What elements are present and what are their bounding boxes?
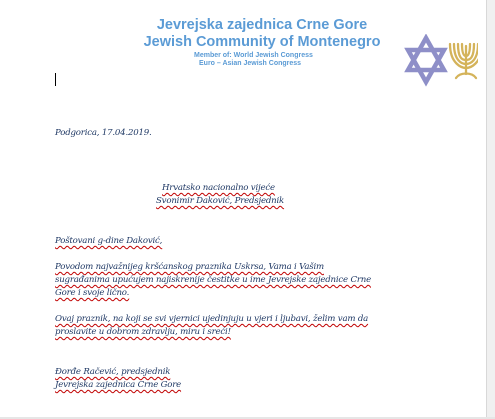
paragraph-1-line-3: Gore i svoje lično. — [55, 288, 130, 298]
vertical-scrollbar[interactable] — [486, 0, 495, 419]
paragraph-2-line-2: proslavite u dobrom zdravlju, miru i sreći! — [55, 327, 231, 337]
recipient-line-1: Hrvatsko nacionalno vijeće — [162, 183, 275, 193]
signature-organization: Jevrejska zajednica Crne Gore — [55, 380, 182, 390]
text-cursor — [55, 73, 56, 86]
salutation: Poštovani g-dine Daković, — [55, 236, 163, 246]
paragraph-2-line-1: Ovaj praznik, na koji se svi vjernici ujedinjuju u vjeri i ljubavi, želim vam da — [55, 314, 369, 324]
letter-date: Podgorica, 17.04.2019. — [55, 128, 152, 138]
letterhead-member-of: Member of: World Jewish Congress — [194, 52, 313, 59]
letterhead-member-of-2: Euro – Asian Jewish Congress — [199, 60, 302, 67]
letterhead-title-english: Jewish Community of Montenegro — [143, 34, 381, 50]
recipient-line-2: Svonimir Daković, Predsjednik — [156, 196, 285, 206]
letterhead — [112, 16, 412, 51]
paragraph-1-line-2: sugrađanima upućujem najiskrenije čestitke u ime Jevrejske zajednice Crne — [55, 275, 371, 285]
paragraph-1-line-1: Povodom najvažnijeg kršćanskog praznika Uskrsa, Vama i Vašim — [55, 262, 324, 272]
letterhead-title-local: Jevrejska zajednica Crne Gore — [156, 17, 368, 33]
signature-name: Đorđe Račević, predsjednik — [55, 367, 171, 377]
star-of-david-menorah-logo — [404, 34, 478, 92]
menorah-icon — [450, 44, 478, 78]
star-of-david-icon — [408, 38, 444, 82]
